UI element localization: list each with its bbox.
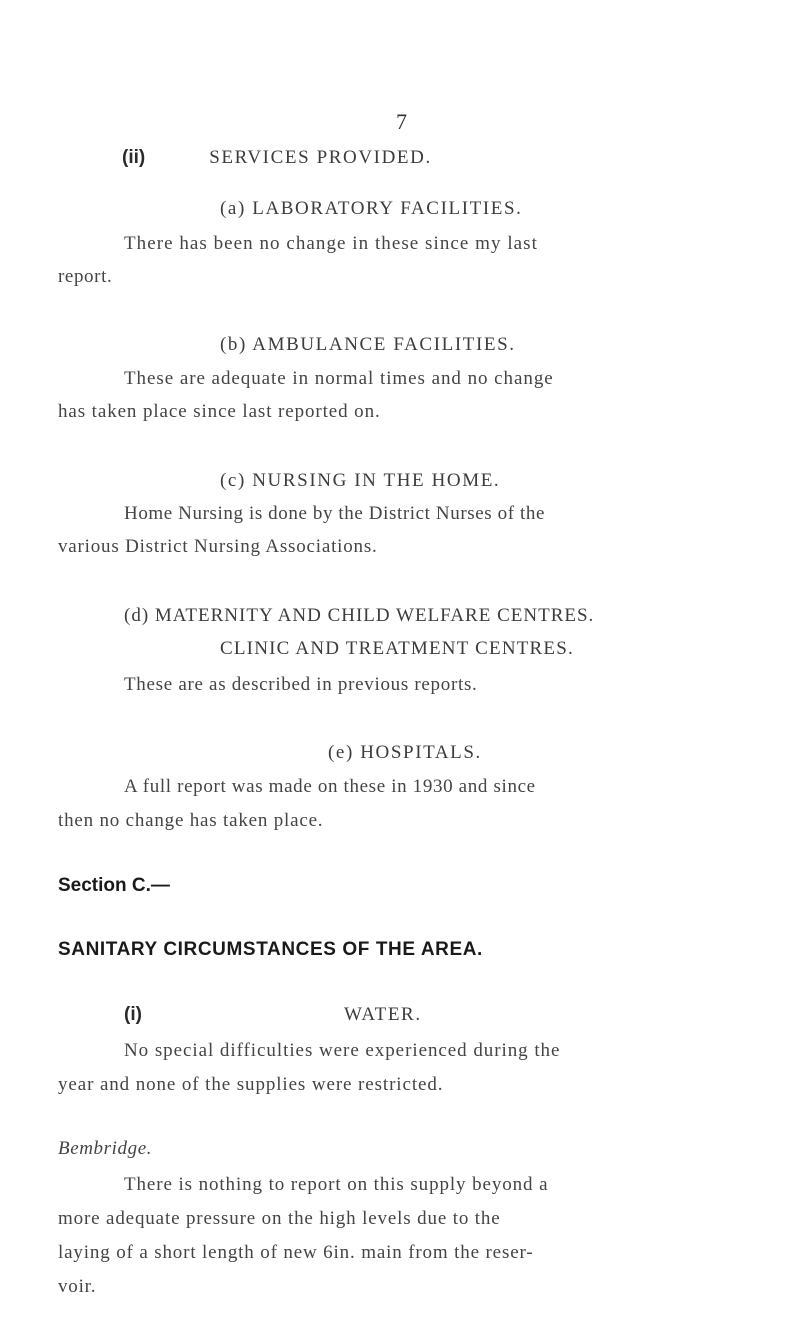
water-heading-text: WATER. (344, 1004, 422, 1025)
hospitals-text-line-2: then no change has taken place. (58, 810, 324, 831)
water-heading-number: (i) (124, 1004, 142, 1025)
bembridge-text-line-3: laying of a short length of new 6in. main from the reser- (58, 1242, 534, 1263)
page-number: 7 (396, 109, 407, 134)
maternity-heading-line-2: CLINIC AND TREATMENT CENTRES. (220, 638, 574, 659)
services-heading (122, 147, 432, 169)
water-text-line-1: No special difficulties were experienced during the (124, 1040, 561, 1061)
section-title: Section C.— (58, 875, 170, 896)
ambulance-text-line-2: has taken place since last reported on. (58, 401, 381, 422)
hospitals-heading: (e) HOSPITALS. (328, 742, 482, 763)
nursing-text-line-2: various District Nursing Associations. (58, 536, 378, 557)
maternity-text-line-1: These are as described in previous reports. (124, 674, 478, 695)
nursing-text-line-1: Home Nursing is done by the District Nurses of the (124, 503, 546, 524)
bembridge-text-line-4: voir. (58, 1276, 97, 1297)
services-heading-text: SERVICES PROVIDED. (209, 147, 432, 168)
hospitals-text-line-1: A full report was made on these in 1930 and since (124, 776, 536, 797)
bembridge-text-line-2: more adequate pressure on the high levels due to the (58, 1208, 501, 1229)
ambulance-text-line-1: These are adequate in normal times and no change (124, 368, 554, 389)
services-heading-number: (ii) (122, 147, 146, 168)
laboratory-heading: (a) LABORATORY FACILITIES. (220, 198, 523, 219)
section-heading: SANITARY CIRCUMSTANCES OF THE AREA. (58, 939, 483, 960)
bembridge-title: Bembridge. (58, 1138, 153, 1159)
water-heading (124, 1004, 422, 1026)
ambulance-heading: (b) AMBULANCE FACILITIES. (220, 334, 516, 355)
laboratory-text-line-2: report. (58, 266, 113, 287)
laboratory-text-line-1: There has been no change in these since my last (124, 233, 538, 254)
bembridge-text-line-1: There is nothing to report on this supply beyond a (124, 1174, 549, 1195)
nursing-heading: (c) NURSING IN THE HOME. (220, 470, 501, 491)
water-text-line-2: year and none of the supplies were restricted. (58, 1074, 444, 1095)
maternity-heading-line-1: (d) MATERNITY AND CHILD WELFARE CENTRES. (124, 605, 595, 626)
